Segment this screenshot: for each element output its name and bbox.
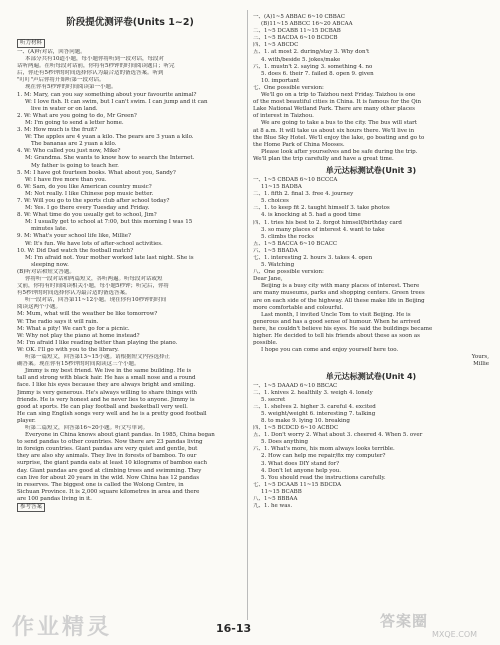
text-line: 本部分共有10道小题，每小题你将听到一段对话，每段对 (25, 56, 165, 63)
text-line: 4. Don't let anyone help you. (261, 467, 342, 474)
text-line: of the most beautiful cities in China. It is famous for the Qin (253, 99, 422, 106)
text-line: 六、1. What's more, his mom always looks terrible. (253, 446, 395, 453)
text-line: 四、1~5 ABCDC (253, 42, 299, 49)
text-line: 五、1. at most 2. during/stay 3. Why don't (253, 49, 370, 56)
text-line: generous and has a good sense of humour. When he arrived (253, 318, 421, 325)
text-line: 3. What does DIY stand for? (261, 460, 340, 467)
text-line: 5. Watching (261, 262, 295, 269)
text-line: Dear Jane, (253, 276, 283, 283)
text-line: 5. secret (261, 396, 286, 403)
text-line: (B)11~15 ABBCC 16~20 ABCAA (261, 21, 353, 28)
text-line: We'll plan the trip carefully and have a great time. (253, 155, 394, 162)
text-line: Last month, I invited Uncle Tom to visit Beijing. He is (261, 311, 411, 318)
text-line: in reserves. The biggest one is called the Wolong Centre, in (17, 481, 184, 488)
text-line: W: OK. I'll go with you to the library. (17, 346, 119, 353)
text-line: 听一段对话，回答第11~12小题。现在你有10秒钟的时间 (25, 297, 167, 304)
text-line: 5. You should read the instructions carefully. (261, 474, 386, 481)
text-line: 6. W: Sam, do you like American country music? (17, 183, 152, 190)
text-line: Sichuan Province. It is 2,000 square kilometres in area and there (17, 488, 200, 495)
text-line: are on each side of the highway. All these make life in Beijing (253, 297, 425, 304)
text-line: at 8 a.m. It will take us about six hours there. We'll live in (253, 127, 415, 134)
text-line: W: It's fun. We have lots of after-school activities. (25, 240, 163, 247)
text-line: 确答案。现在你有15秒钟的时间阅读这三个小题。 (17, 361, 140, 368)
text-line: He can sing English songs very well and he is a pretty good football (17, 410, 207, 417)
text-line: M: What a pity! We can't go for a picnic. (17, 325, 130, 332)
text-line: We are going to take a bus to the city. The bus will start (261, 120, 417, 127)
text-line: 六、1~5 BBADA (253, 247, 298, 254)
text-line: Everyone in China knows about giant pandas. In 1985, China began (25, 432, 215, 439)
text-line: M: Mum, what will the weather be like tomorrow? (17, 311, 158, 318)
text-line: W: Why not play the piano at home instead? (17, 332, 140, 339)
text-line: Jimmy is very generous. He's always willing to share things with (17, 389, 198, 396)
text-line: 二、1. knives 2. healthily 3. weigh 4. lonely (253, 389, 373, 396)
text-line: good at sports. He can play football and basketball very well. (17, 403, 188, 410)
text-line: 七、1. interesting 2. hours 3. takes 4. open (253, 255, 373, 261)
text-line: M: Yes. I go there every Tuesday and Friday. (25, 205, 150, 212)
text-line: 3. M: How much is the fruit? (17, 127, 98, 134)
text-line: 听第二篇短文，回答第16~20小题。听文写单词。 (25, 424, 149, 431)
text-line (17, 503, 243, 513)
text-line: We'll go on a trip to Taizhou next Friday. Taizhou is one (261, 92, 416, 99)
text-line: W: I love fish. It can swim, but I can't swim. I can jump and it can (25, 98, 208, 105)
text-line: 5. climbs the rocks (261, 233, 314, 240)
text-line: they are also shy animals. They live in forests of bamboo. To our (17, 453, 197, 460)
text-line: 10. important (261, 77, 300, 84)
text-line: more comfortable and colourful. (253, 304, 344, 311)
unit-4-title: 单元达标测试卷(Unit 4) (325, 371, 417, 381)
watermark-url: MXQE.COM (432, 630, 478, 639)
text-line: 五、1~5 BACCA 6~10 BCACC (253, 240, 338, 247)
text-line: of interest in Taizhou. (253, 113, 314, 120)
text-line: 5. weight/weight 6. interesting 7. talking (261, 410, 376, 417)
answers-units-1-2 (253, 14, 489, 163)
left-title: 阶段提优测评卷(Units 1~2) (66, 17, 194, 28)
text-line: friends. He is very honest and he never lies to anyone. Jimmy is (17, 396, 195, 403)
left-column (17, 14, 243, 614)
watermark-left: 作业精灵 (12, 615, 113, 640)
text-line: 八、One possible version: (253, 269, 324, 276)
text-line: are 100 pandas living in it. (17, 495, 92, 502)
listening-material-tag: 听力材料 (17, 39, 45, 48)
text-line: W: I have five more than you. (25, 176, 107, 183)
page-number: 16-13 (216, 622, 252, 635)
text-line: 5. does 6. their 7. failed 8. open 9. given (261, 70, 374, 77)
text-line: 一、1~5 DAAAD 6~10 BBCAC (253, 382, 338, 389)
text-line: 三、1. to keep fit 2. taught himself 3. take photos (253, 205, 390, 212)
text-line: in foreign countries. Giant pandas are very quiet and gentle, but (17, 446, 198, 453)
text-line: (B)听对话和短文答题。 (17, 268, 75, 275)
text-line: here, he couldn't believe his eyes. He said the buildings became (253, 325, 433, 332)
text-line: My father is going to teach her. (31, 162, 119, 169)
text-line: M: I usually get to school at 7:00, but this morning I was 15 (25, 219, 193, 226)
text-line: 一、(A)听对话，回答问题。 (17, 49, 86, 55)
text-line: 七、One possible version: (253, 84, 324, 91)
text-line: 2. W: What are you going to do, Mr Green? (17, 112, 137, 119)
text-line: 有5秒钟的时间选择你认为最合适的备选答案。 (17, 290, 131, 297)
text-line: 4. is knocking at 5. had a good time (261, 212, 361, 219)
unit-3-title: 单元达标测试卷(Unit 3) (325, 165, 417, 175)
right-column (253, 14, 489, 614)
text-line: possible. (253, 340, 278, 347)
text-line: face. I like his eyes because they are always bright and smiling. (17, 382, 196, 389)
text-line: day. Giant pandas are good at climbing trees and swimming. They (17, 467, 202, 474)
text-line: 11~15 BADBA (261, 184, 302, 191)
left-tag-wrap (17, 29, 243, 49)
text-line: I hope you can come and enjoy yourself here too. (261, 347, 399, 354)
text-line: Please look after yourselves and be safe during the trip. (261, 148, 418, 155)
text-line: surprise, the giant panda eats at least 10 kilograms of bamboo each (17, 460, 208, 467)
text-line: 2. How can help me repair/fix my computer? (261, 453, 386, 460)
text-line: the Home Park of China Mooses. (253, 141, 345, 148)
watermark: 答案圈 (380, 612, 429, 630)
text-line: 二、1. fifth 2. final 3. free 4. journey (253, 191, 354, 198)
text-line: 阅读这两个小题。 (17, 304, 62, 311)
text-line: 七、1~5 DCAAB 11~15 BDCDA (253, 481, 342, 488)
text-line: M: Not really. I like Chinese pop music better. (25, 190, 154, 197)
text-line: Yours, (471, 354, 489, 361)
text-line: 4. W: Who called you just now, Mike? (17, 148, 121, 155)
text-line: Beijing is a busy city with many places of interest. There (261, 283, 420, 290)
text-line: the Blue Sky Hotel. We'll enjoy the lake, go boating and go to (253, 134, 425, 141)
text-line: 一、1~5 CBDAB 6~10 BCCCA (253, 176, 338, 183)
text-line: 5. Does anything (261, 439, 309, 446)
text-line: 九、1. he was. (253, 503, 293, 510)
text-line: W: The radio says it will rain. (17, 318, 99, 325)
text-line: M: I'm going to send a letter home. (25, 119, 124, 126)
text-line: The bananas are 2 yuan a kilo. (31, 141, 117, 148)
text-line: 5. choices (261, 198, 289, 205)
text-line: 8. to make 9. lying 10. breaking (261, 417, 350, 424)
text-line: "叮叮"声后你将开始听第一段对话。 (17, 77, 105, 84)
left-lines (17, 49, 243, 513)
text-line: 5. M: I have got fourteen books. What about you, Sandy? (17, 169, 176, 176)
text-line: can live for about 20 years in the wild. Now China has 12 pandas (17, 474, 200, 481)
text-line: 二、1~5 DCABB 11~15 DCBAB (253, 28, 341, 35)
text-line: 五、1. Don't worry 2. What about 3. cheered 4. When 5. over (253, 432, 423, 439)
text-line: 9. M: What's your school life like, Millie? (17, 233, 131, 240)
text-line: player. (17, 417, 36, 424)
text-line: 听第一篇短文，回答第13~15小题。请根据短文内容选择正 (25, 354, 171, 361)
column-divider (247, 10, 248, 620)
text-line: minutes late. (31, 226, 68, 233)
text-line: 四、1. tries his best to 2. forgot himself/birthday card (253, 219, 402, 226)
text-line: tall and strong with black hair. He has a small nose and a round (17, 375, 196, 382)
text-line: live in water or on land. (31, 105, 98, 112)
answer-key-tag: 参考答案 (17, 503, 45, 512)
text-line: 7. W: Will you go to the sports club after school today? (17, 197, 170, 204)
text-line: 三、1~5 BACDA 6~10 BCDCB (253, 35, 338, 42)
text-line: Lake National Wetland Park. There are many other places (253, 106, 415, 113)
text-line: are many museums, parks and shopping centers. Green trees (253, 290, 425, 297)
text-line: 8. W: What time do you usually get to school, Jim? (17, 212, 157, 219)
text-line: 现在你有5秒钟的时间阅读第一小题。 (25, 84, 117, 91)
text-line: 3. so many places of interest 4. want to take (261, 226, 385, 233)
text-line: Jimmy is my best friend. We live in the same building. He is (25, 368, 192, 375)
text-line: 三、1. shelves 2. higher 3. careful 4. excited (253, 403, 376, 410)
text-line: 10. W: Did Dad watch the football match? (17, 247, 134, 254)
text-line: 话听两遍。在听每段对话前，你将有5秒钟的时间阅读题目；听完 (17, 63, 175, 70)
text-line: 文前，你将有时间阅读相关小题，每小题5秒钟；听完后，你将 (17, 283, 170, 290)
text-line: W: The apples are 4 yuan a kilo. The pears are 3 yuan a kilo. (25, 134, 194, 141)
text-line: 八、1~5 BBBAA (253, 496, 298, 502)
text-line: 四、1~5 BCDCD 6~10 ACBDC (253, 425, 339, 432)
text-line: 11~15 BCABB (261, 488, 302, 495)
text-line: 4. with/beside 5. jokes/make (261, 56, 341, 63)
text-line: sleeping now. (31, 261, 69, 268)
text-line: 1. M: Mary, can you say something about your favourite animal? (17, 91, 197, 98)
text-line: 你将听一段对话和两篇短文，各听两遍。听每段对话或短 (25, 276, 163, 282)
text-line: to send pandas to other countries. Now there are 23 pandas living (17, 439, 203, 446)
answers-unit-3 (253, 177, 489, 369)
text-line: M: I'm afraid I like reading better than playing the piano. (17, 339, 178, 346)
text-line: 六、1. mustn't 2. saying 3. something 4. no (253, 63, 373, 70)
text-line: Millie (473, 361, 489, 368)
text-line: higher. He decided to tell his friends about these as soon as (253, 333, 420, 340)
text-line: 一、(A)1~5 ABBAC 6~10 CBBAC (253, 14, 345, 20)
text-line: M: Grandma. She wants to know how to search the Internet. (25, 155, 195, 162)
text-line: 后，你还有5秒钟的时间选择你认为最合适的备选答案。听到 (17, 70, 164, 77)
answers-unit-4 (253, 383, 489, 511)
text-line: M: I'm afraid not. Your mother worked late last night. She is (25, 254, 194, 261)
